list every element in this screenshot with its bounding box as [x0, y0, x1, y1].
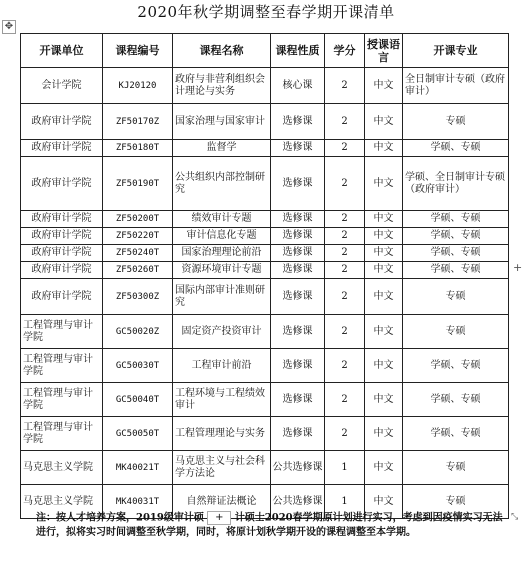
cell-credits: 2 — [325, 157, 365, 211]
cell-unit: 政府审计学院 — [21, 157, 103, 211]
cell-major: 学硕、专硕 — [403, 349, 509, 383]
page-title: 2020年秋学期调整至春学期开课清单 — [137, 3, 395, 21]
cell-course-type: 公共选修课 — [271, 485, 325, 519]
header-course-name: 课程名称 — [173, 34, 271, 68]
cell-course-name: 固定资产投资审计 — [173, 315, 271, 349]
cell-credits: 2 — [325, 104, 365, 140]
cell-code: GC50050T — [103, 417, 173, 451]
cell-language: 中文 — [365, 157, 403, 211]
cell-unit: 工程管理与审计学院 — [21, 383, 103, 417]
cell-code: KJ20120 — [103, 68, 173, 104]
cell-course-type: 选修课 — [271, 157, 325, 211]
cell-major: 学硕、专硕 — [403, 417, 509, 451]
table-row — [21, 349, 509, 383]
cell-course-type: 选修课 — [271, 228, 325, 245]
cell-language: 中文 — [365, 245, 403, 262]
cell-course-type: 选修课 — [271, 383, 325, 417]
cell-course-type: 选修课 — [271, 349, 325, 383]
cell-course-name: 绩效审计专题 — [173, 211, 271, 228]
cell-course-type: 选修课 — [271, 262, 325, 279]
header-code: 课程编号 — [103, 34, 173, 68]
cell-language: 中文 — [365, 228, 403, 245]
cell-course-name: 监督学 — [173, 140, 271, 157]
table-row — [21, 68, 509, 104]
table-header-row — [21, 34, 509, 68]
cell-credits: 2 — [325, 140, 365, 157]
cell-code: MK40031T — [103, 485, 173, 519]
cell-major: 学硕、全日制审计专硕（政府审计） — [403, 157, 509, 211]
cell-credits: 2 — [325, 383, 365, 417]
cell-credits: 2 — [325, 279, 365, 315]
cell-credits: 2 — [325, 211, 365, 228]
cell-unit: 政府审计学院 — [21, 104, 103, 140]
cell-course-name: 国家治理与国家审计 — [173, 104, 271, 140]
cell-code: ZF50240T — [103, 245, 173, 262]
cell-credits: 2 — [325, 245, 365, 262]
cell-language: 中文 — [365, 68, 403, 104]
cell-unit: 工程管理与审计学院 — [21, 417, 103, 451]
table-resize-icon[interactable]: ⤡ — [511, 512, 519, 522]
cell-course-type: 选修课 — [271, 315, 325, 349]
cell-language: 中文 — [365, 349, 403, 383]
cell-major: 全日制审计专硕（政府审计） — [403, 68, 509, 104]
cell-credits: 2 — [325, 228, 365, 245]
cell-major: 专硕 — [403, 451, 509, 485]
table-row — [21, 417, 509, 451]
cell-course-name: 国际内部审计准则研究 — [173, 279, 271, 315]
cell-course-name: 工程审计前沿 — [173, 349, 271, 383]
cell-major: 学硕、专硕 — [403, 245, 509, 262]
cell-language: 中文 — [365, 451, 403, 485]
header-unit: 开课单位 — [21, 34, 103, 68]
cell-major: 专硕 — [403, 485, 509, 519]
cell-language: 中文 — [365, 262, 403, 279]
cell-credits: 2 — [325, 417, 365, 451]
table-move-icon[interactable]: ✥ — [2, 20, 16, 34]
insert-paragraph-icon[interactable]: + — [207, 511, 231, 525]
cell-language: 中文 — [365, 140, 403, 157]
cell-code: ZF50180T — [103, 140, 173, 157]
cell-unit: 政府审计学院 — [21, 262, 103, 279]
cell-course-name: 自然辩证法概论 — [173, 485, 271, 519]
table-row — [21, 211, 509, 228]
cell-course-type: 选修课 — [271, 140, 325, 157]
cell-major: 学硕、专硕 — [403, 383, 509, 417]
cell-credits: 1 — [325, 485, 365, 519]
cell-major: 专硕 — [403, 279, 509, 315]
cell-language: 中文 — [365, 417, 403, 451]
table-row — [21, 157, 509, 211]
cell-unit: 会计学院 — [21, 68, 103, 104]
cell-unit: 政府审计学院 — [21, 211, 103, 228]
cell-unit: 政府审计学院 — [21, 140, 103, 157]
cell-credits: 2 — [325, 349, 365, 383]
cell-course-type: 选修课 — [271, 104, 325, 140]
table-row — [21, 383, 509, 417]
cell-code: GC50020Z — [103, 315, 173, 349]
cell-language: 中文 — [365, 485, 403, 519]
cell-course-name: 工程管理理论与实务 — [173, 417, 271, 451]
cell-language: 中文 — [365, 104, 403, 140]
cell-course-name: 政府与非营利组织会计理论与实务 — [173, 68, 271, 104]
table-row — [21, 451, 509, 485]
table-row — [21, 262, 509, 279]
cell-course-type: 核心课 — [271, 68, 325, 104]
table-row — [21, 228, 509, 245]
cell-credits: 2 — [325, 315, 365, 349]
cell-language: 中文 — [365, 383, 403, 417]
cell-major: 学硕、专硕 — [403, 211, 509, 228]
cell-code: ZF50300Z — [103, 279, 173, 315]
cell-course-type: 选修课 — [271, 211, 325, 228]
header-course-type: 课程性质 — [271, 34, 325, 68]
footnote — [36, 511, 508, 541]
cell-course-name: 审计信息化专题 — [173, 228, 271, 245]
header-credits: 学分 — [325, 34, 365, 68]
insert-row-icon[interactable]: + — [513, 261, 523, 274]
cell-code: ZF50200T — [103, 211, 173, 228]
cell-course-type: 选修课 — [271, 279, 325, 315]
cell-code: ZF50260T — [103, 262, 173, 279]
course-table — [20, 33, 509, 519]
cell-code: ZF50190T — [103, 157, 173, 211]
cell-unit: 政府审计学院 — [21, 279, 103, 315]
cell-course-type: 选修课 — [271, 417, 325, 451]
cell-credits: 2 — [325, 68, 365, 104]
table-row — [21, 279, 509, 315]
cell-unit: 政府审计学院 — [21, 245, 103, 262]
cell-course-type: 选修课 — [271, 245, 325, 262]
footnote-text-end: 计硕士2020春学期原计划进行实习，考虑到因疫情实习无法进行，拟将实习时间调整至秋学期，同时，将原计划秋学期开设的课程调整至本学期。 — [36, 512, 503, 538]
cell-course-name: 国家治理理论前沿 — [173, 245, 271, 262]
cell-credits: 2 — [325, 262, 365, 279]
cell-language: 中文 — [365, 315, 403, 349]
cell-unit: 马克思主义学院 — [21, 485, 103, 519]
cell-major: 专硕 — [403, 315, 509, 349]
cell-major: 学硕、专硕 — [403, 228, 509, 245]
table-row — [21, 140, 509, 157]
cell-course-name: 工程环境与工程绩效审计 — [173, 383, 271, 417]
cell-course-type: 公共选修课 — [271, 451, 325, 485]
cell-language: 中文 — [365, 279, 403, 315]
table-row — [21, 315, 509, 349]
cell-unit: 马克思主义学院 — [21, 451, 103, 485]
cell-course-name: 马克思主义与社会科学方法论 — [173, 451, 271, 485]
header-major: 开课专业 — [403, 34, 509, 68]
cell-unit: 工程管理与审计学院 — [21, 349, 103, 383]
cell-unit: 政府审计学院 — [21, 228, 103, 245]
cell-major: 专硕 — [403, 104, 509, 140]
footnote-text-start: 注：按人才培养方案，2019级审计硕 — [36, 512, 204, 524]
cell-course-name: 公共组织内部控制研究 — [173, 157, 271, 211]
cell-code: ZF50170Z — [103, 104, 173, 140]
cell-unit: 工程管理与审计学院 — [21, 315, 103, 349]
cell-code: GC50040T — [103, 383, 173, 417]
header-language: 授课语言 — [365, 34, 403, 68]
table-row — [21, 104, 509, 140]
cell-course-name: 资源环境审计专题 — [173, 262, 271, 279]
cell-major: 学硕、专硕 — [403, 140, 509, 157]
cell-code: ZF50220T — [103, 228, 173, 245]
cell-language: 中文 — [365, 211, 403, 228]
cell-code: MK40021T — [103, 451, 173, 485]
cell-major: 学硕、专硕 — [403, 262, 509, 279]
cell-code: GC50030T — [103, 349, 173, 383]
cell-credits: 1 — [325, 451, 365, 485]
table-row — [21, 245, 509, 262]
